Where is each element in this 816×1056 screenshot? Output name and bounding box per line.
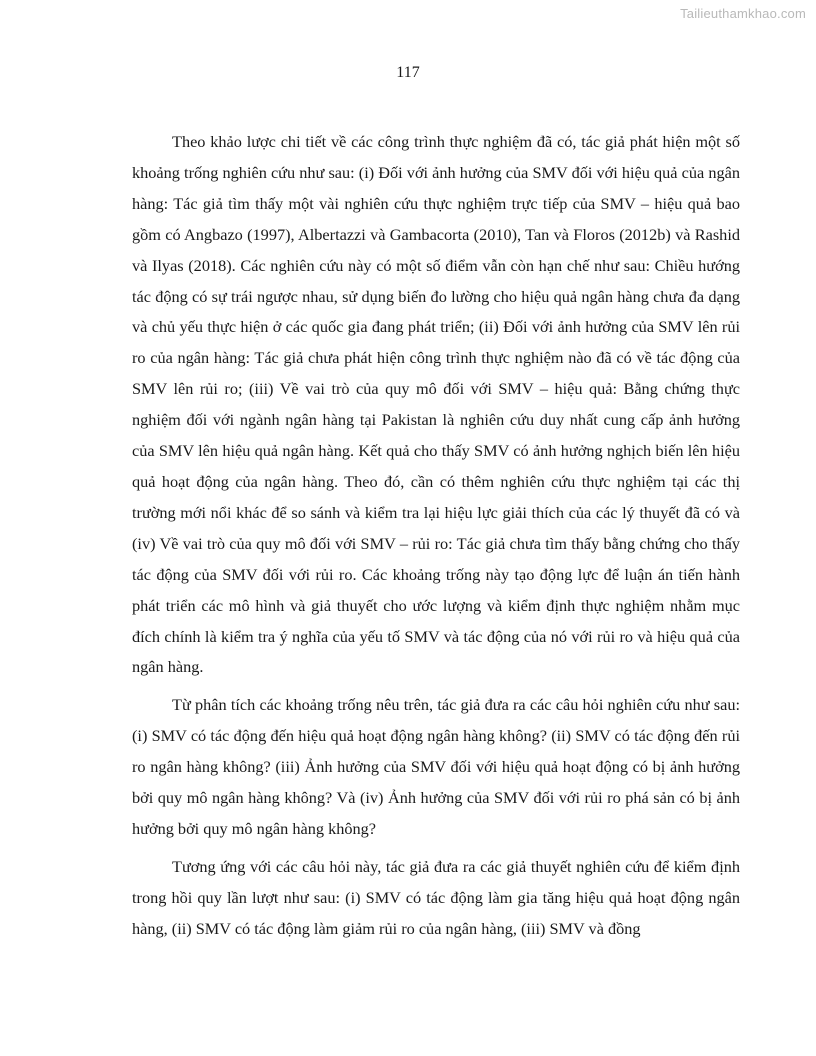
paragraph-research-gaps: Theo khảo lược chi tiết về các công trình thực nghiệm đã có, tác giả phát hiện một số khoảng trống nghiên cứu như sau: (i) Đối với ảnh hưởng của SMV đối với hiệu quả của ngân hàng: Tác giả tìm thấy một vài nghiên cứu thực nghiệm trực tiếp của SMV – hiệu quả bao gồm có Angbazo (1997), Albertazzi và Gambacorta (2010), Tan và Floros (2012b) và Rashid và Ilyas (2018). Các nghiên cứu này có một số điểm vẫn còn hạn chế như sau: Chiều hướng tác động có sự trái ngược nhau, sử dụng biến đo lường cho hiệu quả ngân hàng chưa đa dạng và chủ yếu thực hiện ở các quốc gia đang phát triển; (ii) Đối với ảnh hưởng của SMV lên rủi ro của ngân hàng: Tác giả chưa phát hiện công trình thực nghiệm nào đã có về tác động của SMV lên rủi ro; (iii) Về vai trò của quy mô đối với SMV – hiệu quả: Bằng chứng thực nghiệm đối với ngành ngân hàng tại Pakistan là nghiên cứu duy nhất cung cấp ảnh hưởng của SMV lên hiệu quả ngân hàng. Kết quả cho thấy SMV có ảnh hưởng nghịch biến lên hiệu quả hoạt động của ngân hàng. Theo đó, cần có thêm nghiên cứu thực nghiệm tại các thị trường mới nổi khác để so sánh và kiểm tra lại hiệu lực giải thích của các lý thuyết đã có và (iv) Về vai trò của quy mô đối với SMV – rủi ro: Tác giả chưa tìm thấy bằng chứng cho thấy tác động của SMV đối với rủi ro. Các khoảng trống này tạo động lực để luận án tiến hành phát triển các mô hình và giả thuyết cho ước lượng và kiểm định thực nghiệm nhằm mục đích chính là kiểm tra ý nghĩa của yếu tố SMV và tác động của nó với rủi ro và hiệu quả của ngân hàng. <box>132 132 740 677</box>
document-body <box>132 127 740 945</box>
paragraph-hypotheses: Tương ứng với các câu hỏi này, tác giả đưa ra các giả thuyết nghiên cứu để kiểm định trong hồi quy lần lượt như sau: (i) SMV có tác động làm gia tăng hiệu quả hoạt động ngân hàng, (ii) SMV có tác động làm giảm rủi ro của ngân hàng, (iii) SMV và đồng <box>132 856 740 938</box>
watermark-text: Tailieuthamkhao.com <box>680 6 806 21</box>
paragraph-research-questions: Từ phân tích các khoảng trống nêu trên, tác giả đưa ra các câu hỏi nghiên cứu như sau: (i) SMV có tác động đến hiệu quả hoạt động ngân hàng không? (ii) SMV có tác động đến rủi ro ngân hàng không? (iii) Ảnh hưởng của SMV đối với hiệu quả hoạt động có bị ảnh hưởng bởi quy mô ngân hàng không? Và (iv) Ảnh hưởng của SMV đối với rủi ro phá sản có bị ảnh hưởng bởi quy mô ngân hàng không? <box>132 695 740 838</box>
page-number: 117 <box>396 64 420 81</box>
